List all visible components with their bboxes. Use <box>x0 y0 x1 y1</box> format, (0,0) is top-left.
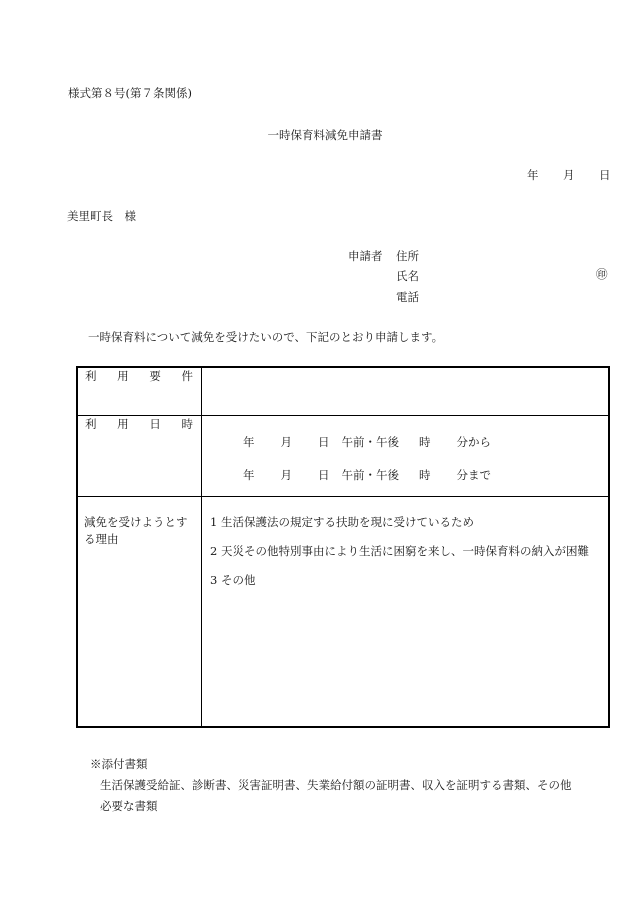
addressee: 美里町長 様 <box>67 209 136 223</box>
reason-label-cell <box>77 496 202 727</box>
document-title: 一時保育料減免申請書 <box>267 128 383 142</box>
reason-option-3[interactable]: 3 その他 <box>210 572 256 587</box>
usage-datetime-field[interactable] <box>202 415 610 496</box>
reason-option-1[interactable]: 1 生活保護法の規定する扶助を現に受けているため <box>210 514 474 529</box>
attachments-line-1: 生活保護受給証、診断書、災害証明書、失業給付額の証明書、収入を証明する書類、その他 <box>100 778 572 792</box>
applicant-address-label: 住所 <box>396 249 419 263</box>
reason-label: 減免を受けようとする理由 <box>84 514 188 546</box>
usage-requirement-field[interactable] <box>202 367 610 415</box>
reason-option-2[interactable]: 2 天災その他特別事由により生活に困窮を来し、一時保育料の納入が困難 <box>210 543 589 558</box>
table-row-reason <box>77 496 609 727</box>
table-row-usage-requirement <box>77 367 609 415</box>
table-row-usage-datetime <box>77 415 609 496</box>
applicant-phone-label: 電話 <box>396 290 419 304</box>
attachments-line-2: 必要な書類 <box>100 799 158 813</box>
usage-requirement-label: 利 用 要 件 <box>77 367 202 415</box>
usage-datetime-label: 利 用 日 時 <box>77 415 202 496</box>
date-from-line: 年 月 日 午前・午後 時 分から <box>243 434 491 449</box>
attachments-heading: ※添付書類 <box>90 757 148 771</box>
application-table <box>76 366 610 728</box>
date-day: 日 <box>599 168 611 182</box>
applicant-label: 申請者 <box>348 249 383 263</box>
date-to-line: 年 月 日 午前・午後 時 分まで <box>243 467 491 482</box>
applicant-name-label: 氏名 <box>396 269 419 283</box>
form-number: 様式第８号(第７条関係) <box>68 86 192 100</box>
date-year: 年 <box>527 168 539 182</box>
date-month: 月 <box>563 168 575 182</box>
seal-mark: ㊞ <box>596 267 608 281</box>
reason-field[interactable] <box>202 496 610 727</box>
intro-text: 一時保育料について減免を受けたいので、下記のとおり申請します。 <box>88 330 444 344</box>
